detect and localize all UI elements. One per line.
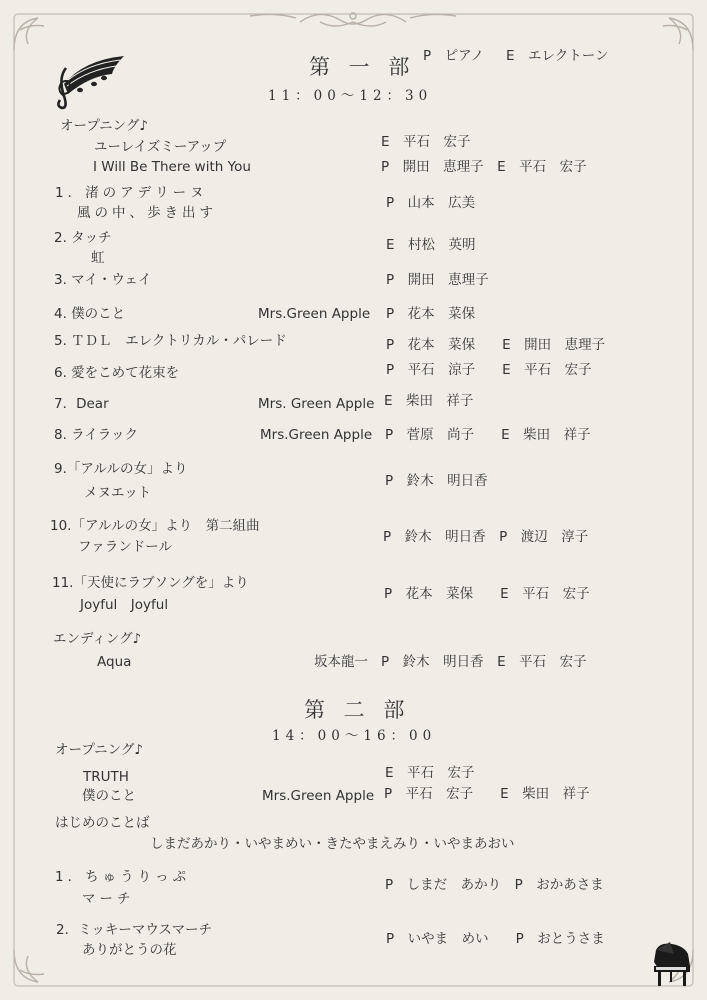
part2-greeting-names: しまだあかり・いやまめい・きたやまえみり・いやまあおい [150,836,515,852]
part2-title: 第 二 部 [304,698,411,722]
p1-10-line1: 10.「アルルの女」より 第二組曲 [50,518,260,534]
p1-1-line1: 1．渚のアデリーヌ [55,185,208,201]
p1-7-composer: Mrs. Green Apple [258,396,375,412]
p2-2-performers: P いやま めい P おとうさま [386,931,605,947]
music-notes-icon [54,50,132,112]
part2-opening-heading: オープニング♪ [55,742,143,758]
p1-10-performers: P 鈴木 明日香 P 渡辺 淳子 [383,529,589,545]
grand-piano-icon [650,940,692,988]
part2-opening-item2: 僕のこと [82,788,136,804]
part2-time: 14：00～16：00 [272,728,437,744]
part2-greeting-heading: はじめのことば [55,815,150,831]
part1-opening-item1-performers: E 平石 宏子 [381,134,471,150]
part2-opening-item2-composer: Mrs.Green Apple [262,788,375,804]
p1-9-line1: 9.「アルルの女」より [54,461,188,477]
part1-opening-item2: I Will Be There with You [93,159,251,175]
part1-title: 第 一 部 [309,55,416,79]
part1-time: 11：00～12：30 [268,88,433,104]
p1-8-line1: 8. ライラック [54,427,138,443]
p1-7-performers: E 柴田 祥子 [384,393,474,409]
p1-6-line1: 6. 愛をこめて花束を [54,365,180,381]
part2-opening-item1: TRUTH [83,769,129,785]
p1-1-performers: P 山本 広美 [386,195,476,211]
part1-opening-heading: オープニング♪ [60,118,148,134]
p1-3-line1: 3. マイ・ウェイ [54,272,152,288]
part2-opening-item2-performers: P 平石 宏子 E 柴田 祥子 [384,786,590,802]
p1-4-composer: Mrs.Green Apple [258,306,371,322]
p1-11-line1: 11.「天使にラブソングを」より [52,575,249,591]
p2-1-performers: P しまだ あかり P おかあさま [385,877,604,893]
part2-opening-item1-performers: E 平石 宏子 [385,765,475,781]
part1-opening-item1: ユーレイズミーアップ [94,139,227,155]
p1-9-performers: P 鈴木 明日香 [385,473,488,489]
legend-piano: P ピアノ [423,48,485,64]
p1-8-composer: Mrs.Green Apple [260,427,373,443]
part1-opening-item2-performers: P 開田 恵理子 E 平石 宏子 [381,159,587,175]
part1-ending-heading: エンディング♪ [53,631,142,647]
p2-1-line1: 1．ちゅうりっぷ [55,869,191,885]
legend-electone: E エレクトーン [506,48,609,64]
p1-4-line1: 4. 僕のこと [54,306,126,322]
p2-2-line1: 2．ミッキーマウスマーチ [56,922,213,938]
p1-7-line1: 7．Dear [54,396,109,412]
p1-5-performers: P 花本 菜保 E 開田 恵理子 [386,337,606,353]
p1-6-performers: P 平石 涼子 E 平石 宏子 [386,362,592,378]
p1-11-performers: P 花本 菜保 E 平石 宏子 [384,586,590,602]
p1-11-line2: Joyful Joyful [80,597,169,613]
p1-8-performers: P 菅原 尚子 E 柴田 祥子 [385,427,591,443]
part1-ending-item: Aqua [97,654,132,670]
p1-1-line2: 風の中、歩き出す [77,205,217,221]
part1-ending-composer: 坂本龍一 [314,654,368,670]
p1-3-performers: P 開田 恵理子 [386,272,489,288]
p1-10-line2: ファランドール [78,539,172,555]
p1-2-line2: 虹 [91,250,105,266]
p2-2-line2: ありがとうの花 [82,942,177,958]
part1-ending-performers: P 鈴木 明日香 E 平石 宏子 [381,654,587,670]
p1-2-performers: E 村松 英明 [386,237,476,253]
p1-5-line1: 5. ＴＤＬ エレクトリカル・パレード [54,333,287,349]
p1-2-line1: 2. タッチ [54,230,112,246]
p1-4-performers: P 花本 菜保 [386,306,476,322]
p1-9-line2: メヌエット [84,485,152,501]
p2-1-line2: マーチ [82,891,135,907]
